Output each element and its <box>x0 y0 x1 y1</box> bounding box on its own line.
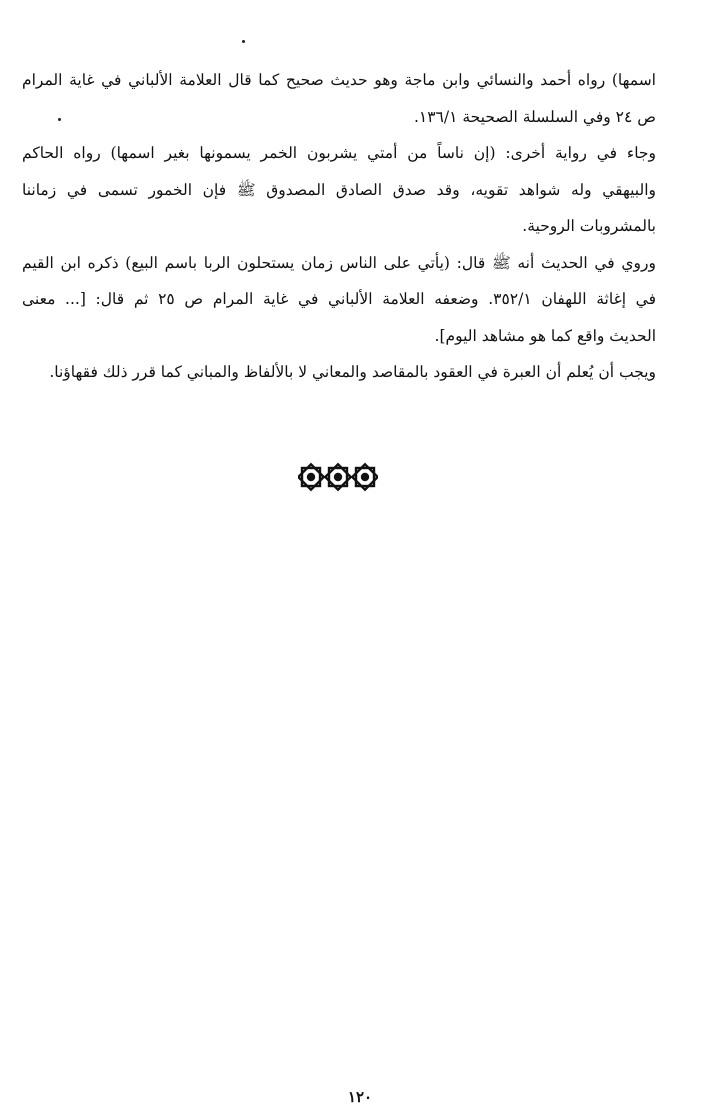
text-line: ويجب أن يُعلم أن العبرة في العقود بالمقاصد والمعاني لا بالألفاظ والمباني كما قرر ذلك فقهاؤنا. <box>49 363 656 381</box>
text-line: الحديث واقع كما هو مشاهد اليوم]. <box>434 326 656 345</box>
text-line: وجاء في رواية أخرى: (إن ناساً من أمتي يشربون الخمر يسمونها بغير اسمها) رواه الحاكم <box>22 144 656 162</box>
text-line: في إغاثة اللهفان ٣٥٢/١. وضعفه العلامة الألباني في غاية المرام ص ٢٥ ثم قال: [... معنى <box>22 290 656 308</box>
octagram-ornament-icon <box>298 461 378 493</box>
scan-speck <box>242 40 245 43</box>
text-line: وروي في الحديث أنه ﷺ قال: (يأتي على الناس زمان يستحلون الربا باسم البيع) ذكره ابن القيم <box>22 253 656 272</box>
text-line: ص ٢٤ وفي السلسلة الصحيحة ١٣٦/١. <box>413 107 656 126</box>
text-line: والبيهقي وله شواهد تقويه، وقد صدق الصادق المصدوق ﷺ فإن الخمور تسمى في زماننا <box>22 180 656 199</box>
page-number: ١٢٠ <box>347 1088 373 1106</box>
text-line: اسمها) رواه أحمد والنسائي وابن ماجة وهو حديث صحيح كما قال العلامة الألباني في غاية المرام <box>22 71 656 89</box>
body-text <box>22 62 656 391</box>
text-line: بالمشروبات الروحية. <box>522 217 656 235</box>
